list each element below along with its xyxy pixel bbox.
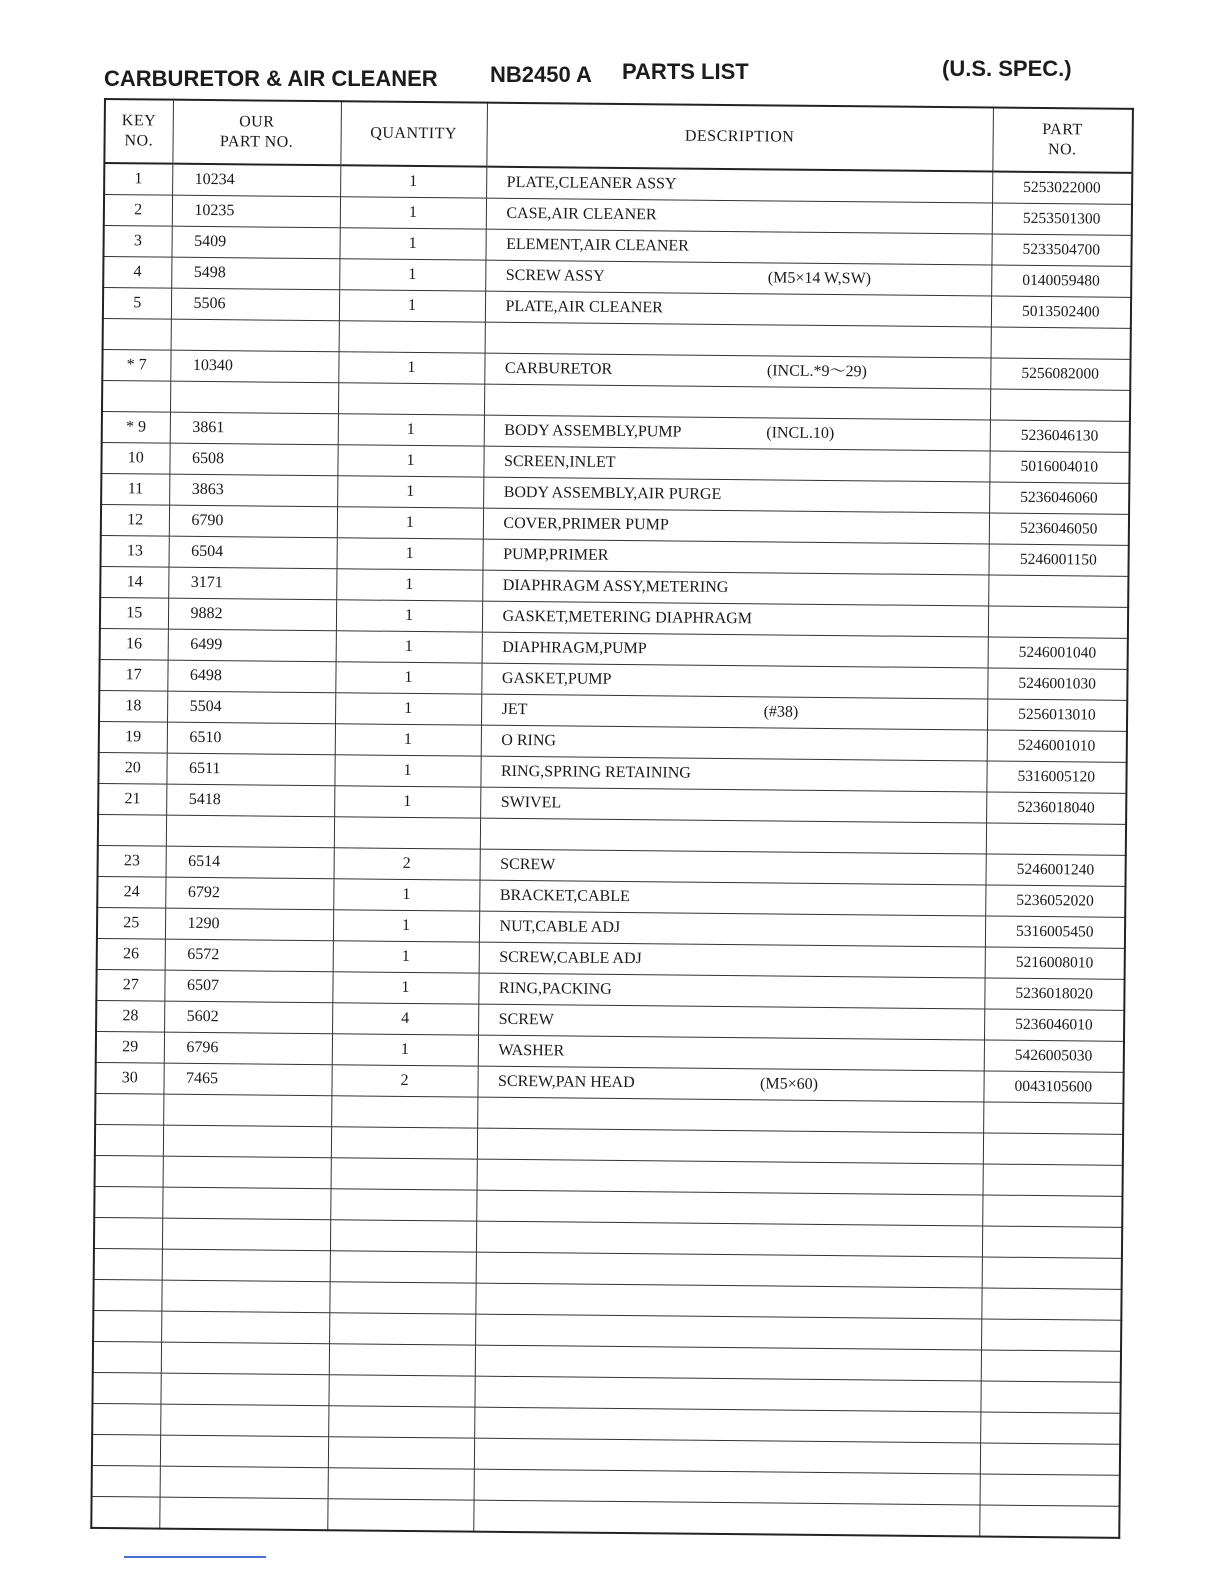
blank-cell [329, 1313, 475, 1345]
description-text: WASHER [498, 1041, 565, 1060]
our-part-no-cell: 6792 [165, 877, 333, 910]
quantity-cell: 4 [332, 1003, 478, 1035]
part-no-cell: 5236018040 [986, 792, 1126, 824]
blank-cell [160, 1466, 328, 1499]
blank-cell [477, 1159, 983, 1195]
key-no-cell: * 7 [102, 349, 170, 381]
part-no-cell: 5246001240 [985, 854, 1125, 886]
blank-cell [981, 1350, 1121, 1382]
description-cell [485, 322, 991, 358]
our-part-no-cell: 9882 [168, 598, 336, 631]
part-no-cell: 5236046060 [989, 482, 1129, 514]
quantity-cell [338, 383, 484, 415]
quantity-cell: 1 [339, 259, 485, 291]
key-no-cell [98, 814, 166, 846]
blank-cell [161, 1311, 329, 1344]
key-no-cell: 25 [97, 907, 165, 939]
our-part-no-cell [166, 815, 334, 848]
blank-cell [93, 1341, 161, 1373]
description-text: PLATE,AIR CLEANER [505, 297, 663, 317]
description-cell [483, 508, 989, 544]
description-cell [482, 632, 988, 668]
blank-cell [92, 1403, 160, 1435]
key-no-cell: * 9 [102, 411, 170, 443]
parts-table [90, 98, 1134, 1539]
key-no-cell [103, 318, 171, 350]
part-no-cell: 0043105600 [983, 1071, 1123, 1103]
key-no-cell: 10 [101, 442, 169, 474]
quantity-cell: 1 [336, 538, 482, 570]
key-no-cell: 30 [95, 1062, 163, 1094]
key-no-cell: 1 [104, 163, 172, 195]
blank-cell [474, 1376, 980, 1412]
description-note: (INCL.*9～29) [766, 362, 867, 381]
blank-cell [161, 1342, 329, 1375]
table-header-row [104, 99, 1133, 173]
blank-cell [980, 1381, 1120, 1413]
our-part-no-cell: 6796 [164, 1032, 332, 1065]
blank-cell [477, 1128, 983, 1164]
blank-cell [979, 1505, 1119, 1538]
key-no-cell: 26 [97, 938, 165, 970]
part-no-cell: 5253022000 [992, 172, 1132, 205]
quantity-cell: 1 [333, 910, 479, 942]
description-note: (M5×60) [759, 1075, 819, 1093]
blank-cell [476, 1252, 982, 1288]
document-title: CARBURETOR & AIR CLEANER [104, 66, 438, 91]
blank-cell [980, 1474, 1120, 1506]
blank-cell [161, 1280, 329, 1313]
key-no-cell: 17 [99, 659, 167, 691]
our-part-no-cell: 5498 [171, 257, 339, 290]
our-part-no-cell: 6790 [169, 505, 337, 538]
description-cell [481, 663, 987, 699]
key-no-cell: 18 [99, 690, 167, 722]
description-text: DIAPHRAGM,PUMP [502, 638, 647, 658]
part-no-cell: 0140059480 [991, 265, 1131, 297]
quantity-cell: 1 [336, 569, 482, 601]
part-no-cell: 5316005120 [986, 761, 1126, 793]
description-cell [478, 1035, 984, 1071]
quantity-cell: 1 [338, 352, 484, 384]
blank-cell [94, 1186, 162, 1218]
blank-cell [980, 1443, 1120, 1475]
blank-cell [94, 1248, 162, 1280]
blank-cell [473, 1500, 979, 1536]
our-part-no-cell: 7465 [163, 1063, 331, 1096]
description-text: SCREW [500, 855, 556, 874]
page-header [104, 56, 1084, 96]
key-no-cell: 15 [100, 597, 168, 629]
blank-cell [329, 1282, 475, 1314]
blank-cell [162, 1187, 330, 1220]
quantity-cell: 1 [337, 445, 483, 477]
our-part-no-cell: 6507 [164, 970, 332, 1003]
blank-cell [160, 1373, 328, 1406]
part-no-cell: 5246001150 [988, 544, 1128, 576]
part-no-cell: 5013502400 [991, 296, 1131, 328]
description-note: (M5×14 W,SW) [767, 269, 872, 288]
description-cell [480, 818, 986, 854]
blank-cell [93, 1310, 161, 1342]
blank-cell [163, 1156, 331, 1189]
part-no-cell: 5236052020 [985, 885, 1125, 917]
blank-cell [328, 1437, 474, 1469]
key-no-cell: 2 [104, 195, 172, 227]
blank-cell [94, 1217, 162, 1249]
part-no-cell [988, 575, 1128, 607]
quantity-cell: 1 [334, 755, 480, 787]
description-cell [481, 725, 987, 761]
parts-body [91, 163, 1132, 1538]
quantity-cell: 1 [340, 197, 486, 229]
our-part-no-cell: 6511 [166, 753, 334, 786]
blank-cell [92, 1465, 160, 1497]
our-part-no-cell: 6514 [166, 846, 334, 879]
quantity-cell: 1 [336, 600, 482, 632]
key-no-cell: 29 [96, 1031, 164, 1063]
quantity-cell: 1 [333, 941, 479, 973]
blank-cell [162, 1218, 330, 1251]
blank-cell [91, 1496, 159, 1528]
description-cell [483, 477, 989, 513]
our-part-no-cell: 6498 [167, 660, 335, 693]
blank-cell [95, 1155, 163, 1187]
part-no-cell: 5256082000 [990, 358, 1130, 390]
quantity-cell: 1 [335, 693, 481, 725]
part-no-cell: 5236046130 [990, 420, 1130, 452]
our-part-no-cell: 5504 [167, 691, 335, 724]
blank-cell [982, 1257, 1122, 1289]
blank-cell [95, 1124, 163, 1156]
blank-cell [328, 1468, 474, 1500]
quantity-cell: 2 [334, 848, 480, 880]
description-cell [479, 880, 985, 916]
description-text: PLATE,CLEANER ASSY [506, 173, 677, 193]
key-no-cell: 13 [101, 535, 169, 567]
blank-cell [328, 1375, 474, 1407]
part-no-cell [988, 606, 1128, 638]
part-no-cell: 5256013010 [987, 699, 1127, 731]
spec-label: (U.S. SPEC.) [942, 56, 1072, 81]
description-text: BODY ASSEMBLY,AIR PURGE [503, 483, 722, 503]
our-part-no-cell: 3863 [169, 474, 337, 507]
blank-cell [330, 1220, 476, 1252]
key-no-cell: 24 [97, 876, 165, 908]
description-text: O RING [501, 731, 557, 750]
description-text: SCREW,PAN HEAD [497, 1072, 635, 1092]
blank-cell [474, 1469, 980, 1505]
our-part-no-cell: 6510 [167, 722, 335, 755]
quantity-cell: 1 [332, 972, 478, 1004]
blank-cell [477, 1097, 983, 1133]
blank-cell [331, 1096, 477, 1128]
key-no-cell: 3 [103, 226, 171, 258]
description-text: SCREEN,INLET [503, 452, 616, 471]
description-text: NUT,CABLE ADJ [499, 917, 621, 936]
key-no-cell [102, 380, 170, 412]
description-cell [481, 694, 987, 730]
blank-cell [329, 1344, 475, 1376]
description-text: JET [501, 700, 528, 719]
description-cell [482, 539, 988, 575]
description-cell [484, 384, 990, 420]
quantity-cell: 1 [339, 290, 485, 322]
description-text: DIAPHRAGM ASSY,METERING [502, 576, 729, 597]
description-note: (#38) [763, 703, 799, 721]
part-no-cell: 5236046010 [984, 1009, 1124, 1041]
description-text: SCREW [498, 1010, 554, 1029]
header-key-no: KEY NO. [104, 99, 173, 164]
blank-cell [476, 1221, 982, 1257]
parts-list-label: PARTS LIST [622, 59, 749, 84]
blank-cell [475, 1345, 981, 1381]
our-part-no-cell: 6499 [168, 629, 336, 662]
part-no-cell [991, 327, 1131, 359]
our-part-no-cell: 3171 [168, 567, 336, 600]
description-cell [484, 415, 990, 451]
description-text: SWIVEL [500, 793, 562, 812]
key-no-cell: 21 [98, 783, 166, 815]
description-cell [485, 229, 991, 265]
quantity-cell: 1 [337, 476, 483, 508]
header-our-part-no: OUR PART NO. [172, 100, 341, 166]
description-text: PUMP,PRIMER [503, 545, 609, 564]
part-no-cell: 5426005030 [984, 1040, 1124, 1072]
description-cell [485, 291, 991, 327]
key-no-cell: 4 [103, 257, 171, 289]
footer-rule [124, 1556, 266, 1558]
blank-cell [162, 1249, 330, 1282]
part-no-cell: 5246001030 [987, 668, 1127, 700]
part-no-cell: 5246001040 [988, 637, 1128, 669]
quantity-cell: 1 [336, 631, 482, 663]
quantity-cell: 1 [339, 228, 485, 260]
quantity-cell: 2 [331, 1065, 477, 1097]
description-cell [480, 849, 986, 885]
blank-cell [981, 1319, 1121, 1351]
description-text: BRACKET,CABLE [499, 886, 630, 906]
description-cell [477, 1066, 983, 1102]
quantity-cell: 1 [335, 724, 481, 756]
our-part-no-cell: 5409 [171, 226, 339, 259]
our-part-no-cell: 6508 [169, 443, 337, 476]
part-no-cell: 5316005450 [985, 916, 1125, 948]
quantity-cell [334, 817, 480, 849]
blank-cell [160, 1435, 328, 1468]
key-no-cell: 16 [100, 628, 168, 660]
blank-cell [983, 1133, 1123, 1165]
blank-cell [163, 1125, 331, 1158]
description-text: ELEMENT,AIR CLEANER [506, 235, 689, 255]
key-no-cell: 28 [96, 1000, 164, 1032]
description-text: GASKET,METERING DIAPHRAGM [502, 607, 753, 628]
description-cell [480, 787, 986, 823]
blank-cell [330, 1189, 476, 1221]
our-part-no-cell: 10340 [170, 350, 338, 383]
part-no-cell [990, 389, 1130, 421]
quantity-cell [339, 321, 485, 353]
our-part-no-cell: 3861 [170, 412, 338, 445]
description-text: RING,SPRING RETAINING [500, 762, 691, 782]
part-no-cell: 5253501300 [992, 203, 1132, 235]
quantity-cell: 1 [334, 786, 480, 818]
quantity-cell: 1 [338, 414, 484, 446]
blank-cell [982, 1195, 1122, 1227]
description-cell [480, 756, 986, 792]
description-text: GASKET,PUMP [501, 669, 612, 688]
part-no-cell: 5246001010 [987, 730, 1127, 762]
our-part-no-cell: 10234 [172, 164, 340, 197]
part-no-cell: 5236046050 [989, 513, 1129, 545]
key-no-cell: 12 [101, 504, 169, 536]
key-no-cell: 14 [100, 566, 168, 598]
blank-cell [92, 1434, 160, 1466]
blank-cell [981, 1288, 1121, 1320]
description-text: COVER,PRIMER PUMP [503, 514, 669, 534]
blank-cell [160, 1404, 328, 1437]
key-no-cell: 5 [103, 288, 171, 320]
model-number: NB2450 A [490, 62, 592, 87]
key-no-cell: 11 [101, 473, 169, 505]
our-part-no-cell [170, 381, 338, 414]
description-text: SCREW,CABLE ADJ [499, 948, 642, 968]
our-part-no-cell: 6504 [168, 536, 336, 569]
description-cell [486, 167, 992, 203]
quantity-cell: 1 [335, 662, 481, 694]
description-text: RING,PACKING [498, 979, 612, 998]
blank-cell [92, 1372, 160, 1404]
header-part-no: PART NO. [992, 108, 1133, 173]
our-part-no-cell: 5506 [171, 288, 339, 321]
part-no-cell: 5216008010 [985, 947, 1125, 979]
description-cell [486, 198, 992, 234]
our-part-no-cell: 5602 [164, 1001, 332, 1034]
our-part-no-cell: 5418 [166, 784, 334, 817]
blank-cell [474, 1438, 980, 1474]
description-cell [482, 570, 988, 606]
key-no-cell: 27 [96, 969, 164, 1001]
blank-cell [331, 1158, 477, 1190]
blank-cell [982, 1226, 1122, 1258]
blank-cell [159, 1497, 327, 1530]
blank-cell [327, 1499, 473, 1532]
blank-cell [980, 1412, 1120, 1444]
blank-cell [475, 1283, 981, 1319]
description-cell [479, 911, 985, 947]
blank-cell [475, 1314, 981, 1350]
description-text: BODY ASSEMBLY,PUMP [504, 421, 682, 441]
quantity-cell: 1 [332, 1034, 478, 1066]
key-no-cell: 20 [98, 752, 166, 784]
description-cell [484, 353, 990, 389]
description-text: CARBURETOR [504, 359, 613, 378]
blank-cell [476, 1190, 982, 1226]
our-part-no-cell: 10235 [172, 195, 340, 228]
our-part-no-cell: 6572 [165, 939, 333, 972]
description-text: CASE,AIR CLEANER [506, 204, 657, 224]
description-cell [478, 973, 984, 1009]
key-no-cell: 19 [99, 721, 167, 753]
description-cell [483, 446, 989, 482]
part-no-cell: 5233504700 [991, 234, 1131, 266]
part-no-cell: 5016004010 [989, 451, 1129, 483]
quantity-cell: 1 [337, 507, 483, 539]
blank-cell [93, 1279, 161, 1311]
part-no-cell [986, 823, 1126, 855]
part-no-cell: 5236018020 [984, 978, 1124, 1010]
description-note: (INCL.10) [766, 424, 835, 443]
description-cell [478, 1004, 984, 1040]
description-cell [485, 260, 991, 296]
blank-cell [331, 1127, 477, 1159]
header-description: DESCRIPTION [486, 103, 993, 172]
our-part-no-cell [171, 319, 339, 352]
blank-cell [474, 1407, 980, 1443]
our-part-no-cell: 1290 [165, 908, 333, 941]
description-text: SCREW ASSY [505, 266, 605, 285]
description-cell [479, 942, 985, 978]
blank-cell [330, 1251, 476, 1283]
blank-cell [983, 1102, 1123, 1134]
blank-cell [95, 1093, 163, 1125]
blank-cell [328, 1406, 474, 1438]
quantity-cell: 1 [333, 879, 479, 911]
blank-cell [163, 1094, 331, 1127]
header-quantity: QUANTITY [340, 101, 487, 166]
blank-cell [983, 1164, 1123, 1196]
description-cell [482, 601, 988, 637]
key-no-cell: 23 [98, 845, 166, 877]
quantity-cell: 1 [340, 165, 486, 198]
